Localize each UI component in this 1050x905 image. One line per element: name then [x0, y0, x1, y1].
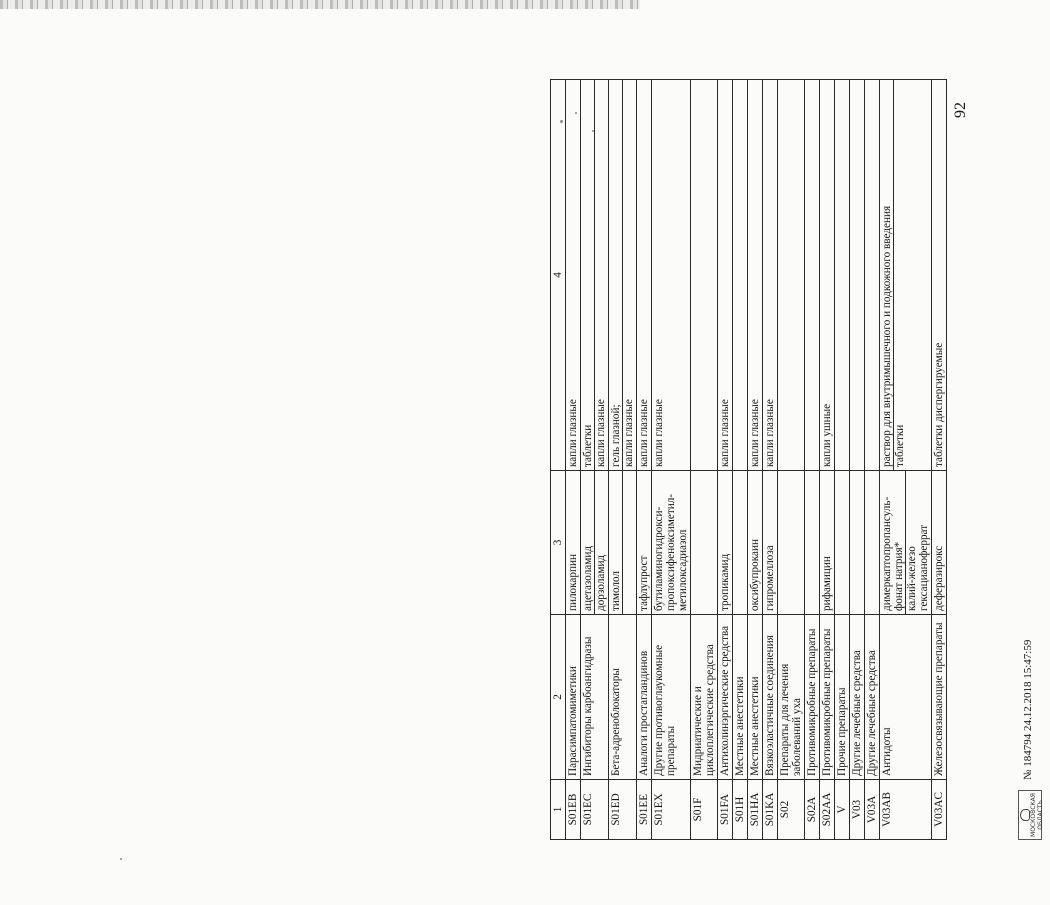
table-row	[805, 80, 820, 840]
dosage-form-cell	[609, 80, 637, 471]
dosage-form: раствор для внутримышечного и подкожного введения	[881, 205, 893, 467]
dosage-form-cell	[637, 80, 652, 471]
document-reference: № 184794 24.12.2018 15:47:59	[1022, 639, 1034, 780]
group-name-cell: Парасимпатомиметики	[566, 615, 581, 780]
atc-code-cell: V03AC	[932, 780, 947, 840]
drug-name: дорзоламид	[594, 471, 607, 614]
atc-code-cell: S02AA	[820, 780, 835, 840]
emblem-icon	[1020, 809, 1030, 821]
drug-name: бутиламиногидрокси-пропоксифеноксиметил-метилоксадиазол	[653, 494, 689, 611]
dosage-form: капли глазные	[653, 399, 665, 467]
dosage-form: капли глазные	[719, 399, 731, 467]
document-footer	[1018, 340, 1048, 840]
drug-name: деферазирокс	[933, 545, 945, 611]
dosage-form: таблетки диспергируемые	[933, 342, 945, 467]
group-name-cell: Другие лечебные средства	[850, 615, 865, 780]
group-name-cell: Вязкоэластичные соединения	[763, 615, 778, 780]
table-row	[566, 80, 581, 840]
atc-code-cell: S01H	[733, 780, 748, 840]
drug-name: гипромеллоза	[764, 545, 776, 611]
drug-name	[622, 471, 623, 614]
group-name-cell: Противомикробные препараты	[805, 615, 820, 780]
atc-code-cell: V	[835, 780, 850, 840]
header-col-3: 3	[551, 471, 566, 615]
drug-cell	[652, 471, 691, 615]
stamp-text: МОСКОВСКАЯ ОБЛАСТЬ	[1030, 793, 1044, 837]
group-name-cell: Местные анестетики	[733, 615, 748, 780]
drug-cell	[850, 471, 865, 615]
dosage-form-cell	[733, 80, 748, 471]
dosage-form-cell	[566, 80, 581, 471]
atc-code-cell: S01EC	[581, 780, 609, 840]
dosage-form: капли глазные	[764, 399, 776, 467]
drug-cell	[637, 471, 652, 615]
drug-name: тафлупрост	[638, 555, 650, 611]
group-name-cell: Противомикробные препараты	[820, 615, 835, 780]
table-row	[850, 80, 865, 840]
dosage-form: таблетки	[582, 424, 594, 467]
dosage-form-cell	[652, 80, 691, 471]
drug-name: ацетазоламид	[582, 545, 594, 611]
group-name-cell: Местные анестетики	[748, 615, 763, 780]
table-row	[637, 80, 652, 840]
drug-name: тимолол	[610, 570, 622, 611]
table-row	[652, 80, 691, 840]
drug-name: оксибупрокаин	[749, 539, 761, 611]
rotated-page	[550, 80, 1050, 840]
drug-table	[550, 79, 947, 840]
scan-speck	[120, 858, 122, 860]
drug-cell	[865, 471, 880, 615]
atc-code-cell: S02	[778, 780, 805, 840]
drug-cell	[566, 471, 581, 615]
drug-cell	[835, 471, 850, 615]
drug-name: тропикамид	[719, 553, 731, 611]
dosage-form-cell	[880, 80, 932, 471]
drug-cell	[880, 471, 932, 615]
drug-name: пилокарпин	[567, 554, 579, 611]
table-row	[763, 80, 778, 840]
page-number: 92	[952, 102, 969, 118]
table-header-row	[551, 80, 566, 840]
drug-cell	[932, 471, 947, 615]
dosage-form-cell	[718, 80, 733, 471]
table-row	[778, 80, 805, 840]
atc-code-cell: S01KA	[763, 780, 778, 840]
dosage-form-cell	[850, 80, 865, 471]
atc-code-cell: S02A	[805, 780, 820, 840]
dosage-form-cell	[763, 80, 778, 471]
dosage-form-cell	[805, 80, 820, 471]
table-row	[748, 80, 763, 840]
drug-cell	[763, 471, 778, 615]
table-row	[820, 80, 835, 840]
table-row	[691, 80, 718, 840]
atc-code-cell: S01ED	[609, 780, 637, 840]
dosage-form-cell	[778, 80, 805, 471]
drug-cell	[820, 471, 835, 615]
drug-cell	[691, 471, 718, 615]
table-row	[718, 80, 733, 840]
drug-name: димеркаптопропансуль-фонат натрия*	[881, 496, 905, 611]
atc-code-cell: S01FA	[718, 780, 733, 840]
dosage-form-cell	[691, 80, 718, 471]
drug-name: калий-железо гексацианоферрат	[905, 471, 930, 614]
drug-cell	[733, 471, 748, 615]
drug-cell	[581, 471, 609, 615]
dosage-form: капли ушные	[821, 403, 833, 467]
group-name-cell: Аналоги простагландинов	[637, 615, 652, 780]
dosage-form-cell	[835, 80, 850, 471]
group-name-cell: Железосвязывающие препараты	[932, 615, 947, 780]
atc-code-cell: S01EX	[652, 780, 691, 840]
header-col-2: 2	[551, 615, 566, 780]
dosage-form: гель глазной;	[610, 404, 622, 467]
group-name-cell: Бета-адреноблокаторы	[609, 615, 637, 780]
table-row	[581, 80, 609, 840]
atc-code-cell: S01EE	[637, 780, 652, 840]
header-col-4: 4	[551, 80, 566, 471]
drug-cell	[718, 471, 733, 615]
atc-code-cell: S01HA	[748, 780, 763, 840]
scan-edge-noise	[0, 0, 640, 9]
group-name-cell: Другие лечебные средства	[865, 615, 880, 780]
header-col-1: 1	[551, 780, 566, 840]
dosage-form: капли глазные	[567, 399, 579, 467]
table-row	[733, 80, 748, 840]
atc-code-cell: V03A	[865, 780, 880, 840]
dosage-form-cell	[932, 80, 947, 471]
drug-cell	[778, 471, 805, 615]
dosage-form: таблетки	[893, 80, 906, 470]
dosage-form: капли глазные	[749, 399, 761, 467]
group-name-cell: Антидоты	[880, 615, 932, 780]
table-row	[609, 80, 637, 840]
table-row	[835, 80, 850, 840]
group-name-cell: Другие противоглаукомные препараты	[652, 615, 691, 780]
group-name-cell: Мидриатические и циклоплегические средства	[691, 615, 718, 780]
drug-cell	[748, 471, 763, 615]
table-row	[865, 80, 880, 840]
group-name-cell: Антихолинэргические средства	[718, 615, 733, 780]
dosage-form: капли глазные	[622, 80, 635, 470]
atc-code-cell: S01EB	[566, 780, 581, 840]
dosage-form-cell	[865, 80, 880, 471]
dosage-form: капли глазные	[638, 399, 650, 467]
dosage-form-cell	[820, 80, 835, 471]
atc-code-cell: V03	[850, 780, 865, 840]
atc-code-cell: S01F	[691, 780, 718, 840]
group-name-cell: Ингибиторы карбоангидразы	[581, 615, 609, 780]
table-row	[932, 80, 947, 840]
official-stamp	[1018, 790, 1042, 840]
table-row	[880, 80, 932, 840]
group-name-cell: Препараты для лечения заболеваний уха	[778, 615, 805, 780]
group-name-cell: Прочие препараты	[835, 615, 850, 780]
atc-code-cell: V03AB	[880, 780, 932, 840]
drug-name: рифамицин	[821, 556, 833, 611]
drug-cell	[805, 471, 820, 615]
dosage-form-cell	[581, 80, 609, 471]
dosage-form-cell	[748, 80, 763, 471]
drug-cell	[609, 471, 637, 615]
dosage-form: капли глазные	[594, 80, 607, 470]
